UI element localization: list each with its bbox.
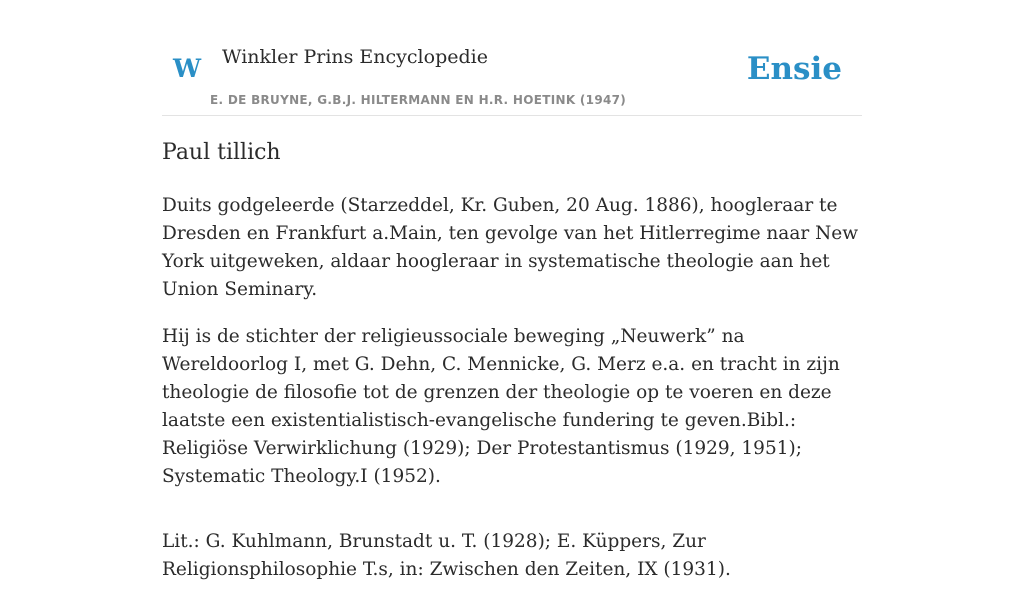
article-paragraph: Hij is de stichter der religieussociale beweging „Neuwerk” na Wereldoorlog I, met G. Dehn, C. Mennicke, G. Merz e.a. en tracht in zijn theologie de filosofie tot de grenzen der theologie op te voeren en deze laatste een existentialistisch-evangelische fundering te geven.Bibl.: Religiöse Verwirklichung (1929); Der Protestantismus (1929, 1951); Systematic Theology.I (1952). [162, 326, 840, 487]
article-paragraph: Duits godgeleerde (Starzeddel, Kr. Guben, 20 Aug. 1886), hoogleraar te Dresden en Frankfurt a.Main, ten gevolge van het Hitlerregime naar New York uitgeweken, aldaar hoogleraar in systematische theologie aan het Union Seminary. [162, 195, 859, 300]
article-literature: Lit.: G. Kuhlmann, Brunstadt u. T. (1928); E. Küppers, Zur Religionsphilosophie T.s, in: Zwischen den Zeiten, IX (1931). [162, 531, 731, 580]
source-header [162, 40, 862, 116]
article-title: Paul tillich [162, 140, 281, 165]
source-title[interactable]: Winkler Prins Encyclopedie [222, 46, 488, 68]
ensie-logo[interactable]: Ensie [746, 51, 842, 87]
article-body [162, 192, 862, 603]
source-authors: E. DE BRUYNE, G.B.J. HILTERMANN EN H.R. HOETINK (1947) [210, 93, 627, 107]
winkler-prins-logo-icon[interactable]: W [173, 54, 202, 83]
